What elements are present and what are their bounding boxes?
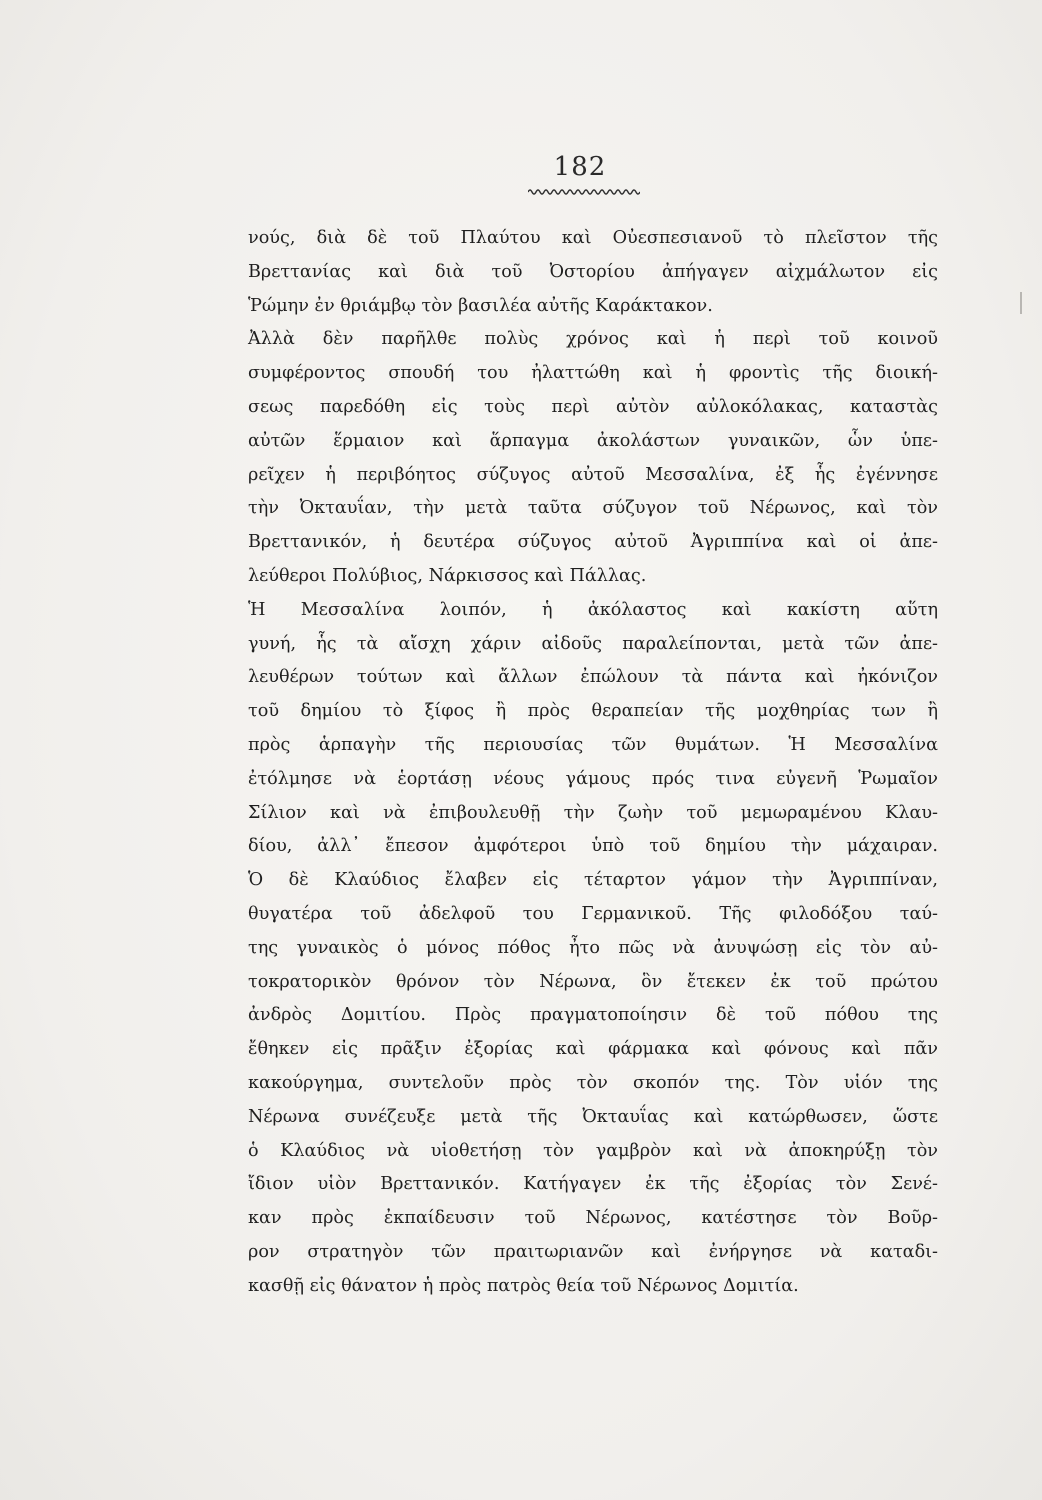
text-line: ἀνδρὸς Δομιτίου. Πρὸς πραγματοποίησιν δὲ τοῦ πόθου της [248,1005,938,1026]
text-line: σεως παρεδόθη εἰς τοὺς περὶ αὐτὸν αὐλοκόλακας, καταστὰς [248,396,938,417]
text-line: αὐτῶν ἕρμαιον καὶ ἅρπαγμα ἀκολάστων γυναικῶν, ὧν ὑπε- [248,430,938,451]
text-line: καν πρὸς ἐκπαίδευσιν τοῦ Νέρωνος, κατέστησε τὸν Βοῦρ- [248,1208,938,1229]
body-text [248,222,938,1304]
page-number: 182 [553,152,607,182]
text-line: λευθέρων τούτων καὶ ἄλλων ἐπώλουν τὰ πάντα καὶ ἠκόνιζον [248,667,938,688]
text-line: ἐτόλμησε νὰ ἑορτάσῃ νέους γάμους πρός τινα εὐγενῆ Ῥωμαῖον [248,768,938,789]
text-line: ρον στρατηγὸν τῶν πραιτωριανῶν καὶ ἐνήργησε νὰ καταδι- [248,1241,938,1262]
text-line: δίου, ἀλλ᾽ ἔπεσον ἀμφότεροι ὑπὸ τοῦ δημίου τὴν μάχαιραν. [248,836,938,857]
text-line: λεύθεροι Πολύβιος, Νάρκισσος καὶ Πάλλας. [248,565,647,586]
text-line: της γυναικὸς ὁ μόνος πόθος ἦτο πῶς νὰ ἀνυψώσῃ εἰς τὸν αὐ- [248,937,938,958]
text-line: τοκρατορικὸν θρόνον τὸν Νέρωνα, ὃν ἔτεκεν ἐκ τοῦ πρώτου [248,971,938,992]
text-line: Ῥώμην ἐν θριάμβῳ τὸν βασιλέα αὐτῆς Καράκτακον. [248,295,713,316]
text-line: τοῦ δημίου τὸ ξίφος ἢ πρὸς θεραπείαν τῆς μοχθηρίας των ἢ [248,701,938,722]
text-line: Ἡ Μεσσαλίνα λοιπόν, ἡ ἀκόλαστος καὶ κακίστη αὕτη [248,599,938,620]
text-line: συμφέροντος σπουδή του ἠλαττώθη καὶ ἡ φροντὶς τῆς διοική- [248,363,938,384]
text-line: θυγατέρα τοῦ ἀδελφοῦ του Γερμανικοῦ. Τῆς φιλοδόξου ταύ- [248,903,938,924]
text-line: νούς, διὰ δὲ τοῦ Πλαύτου καὶ Οὐεσπεσιανοῦ τὸ πλεῖστον τῆς [248,228,938,248]
text-line: ἔθηκεν εἰς πρᾶξιν ἐξορίας καὶ φάρμακα καὶ φόνους καὶ πᾶν [248,1039,938,1060]
text-line: Νέρωνα συνέζευξε μετὰ τῆς Ὀκταυΐας καὶ κατώρθωσεν, ὥστε [248,1106,938,1127]
text-line: ὁ Κλαύδιος νὰ υἱοθετήσῃ τὸν γαμβρὸν καὶ νὰ ἀποκηρύξῃ τὸν [248,1140,938,1161]
text-line: πρὸς ἁρπαγὴν τῆς περιουσίας τῶν θυμάτων. Ἡ Μεσσαλίνα [248,734,938,755]
text-line: γυνή, ἧς τὰ αἴσχη χάριν αἰδοῦς παραλείπονται, μετὰ τῶν ἀπε- [248,633,938,654]
text-line: Ἀλλὰ δὲν παρῆλθε πολὺς χρόνος καὶ ἡ περὶ τοῦ κοινοῦ [248,329,938,350]
text-line: ἴδιον υἱὸν Βρεττανικόν. Κατήγαγεν ἐκ τῆς ἐξορίας τὸν Σενέ- [248,1174,938,1195]
text-line: Ὁ δὲ Κλαύδιος ἔλαβεν εἰς τέταρτον γάμον τὴν Ἀγριππίναν, [248,870,938,891]
text-line: τὴν Ὀκταυΐαν, τὴν μετὰ ταῦτα σύζυγον τοῦ Νέρωνος, καὶ τὸν [248,498,938,519]
text-line: κακούργημα, συντελοῦν πρὸς τὸν σκοπόν της. Τὸν υἱόν της [248,1072,938,1093]
text-line: Βρεττανίας καὶ διὰ τοῦ Ὀστορίου ἀπήγαγεν αἰχμάλωτον εἰς [248,261,938,282]
text-line: Βρεττανικόν, ἡ δευτέρα σύζυγος αὐτοῦ Ἀγριππίνα καὶ οἱ ἀπε- [248,532,938,553]
text-line: Σίλιον καὶ νὰ ἐπιβουλευθῇ τὴν ζωὴν τοῦ μεμωραμένου Κλαυ- [248,802,938,823]
margin-mark [1020,292,1028,314]
text-line: ρεῖχεν ἡ περιβόητος σύζυγος αὐτοῦ Μεσσαλίνα, ἐξ ἧς ἐγέννησε [248,464,938,485]
text-line: κασθῇ εἰς θάνατον ἡ πρὸς πατρὸς θεία τοῦ Νέρωνος Δομιτία. [248,1275,799,1296]
ornament-wavy-rule [528,186,640,196]
